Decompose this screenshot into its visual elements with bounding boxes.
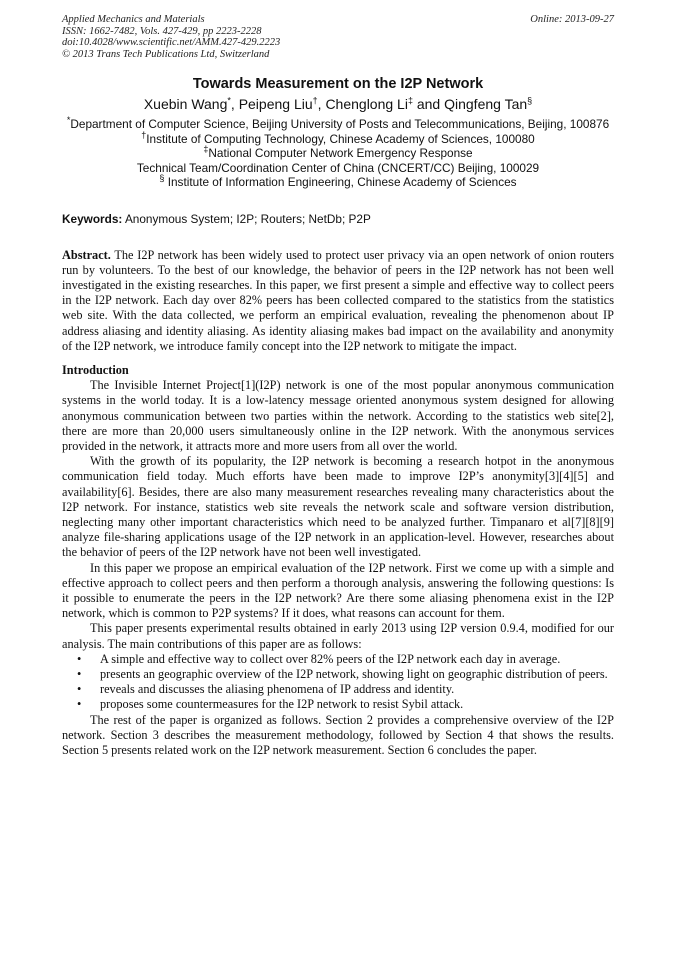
affiliation-mark: ‡ — [203, 144, 209, 155]
doi-line: doi:10.4028/www.scientific.net/AMM.427-429.2223 — [62, 37, 281, 48]
author-name: Peipeng Liu — [238, 96, 313, 112]
abstract-label: Abstract. — [62, 247, 111, 262]
author-separator: and — [412, 96, 445, 112]
journal-name: Applied Mechanics and Materials — [62, 14, 205, 25]
list-item-text: A simple and effective way to collect over 82% peers of the I2P network each day in average. — [100, 651, 561, 666]
bullet-icon: • — [77, 697, 82, 712]
list-item-text: proposes some countermeasures for the I2P network to resist Sybil attack. — [100, 697, 464, 712]
author-mark: § — [527, 95, 533, 106]
author-separator: , — [230, 96, 239, 112]
author-list — [62, 95, 614, 114]
list-item — [62, 652, 614, 667]
paragraph: In this paper we propose an empirical evaluation of the I2P network. First we come up with a simple and effective approach to collect peers and then perform a thorough analysis, answering the following questions: Is it possible to enumerate the peers in the I2P network? Are there some aliasing phenomena exist in the I2P network, which is common to P2P systems? If it does, what reasons can account for them. — [62, 560, 614, 621]
paragraph: With the growth of its popularity, the I2P network is becoming a research hotpot in the anonymous communication field today. Much efforts have been made to improve I2P’s anonymity[3][4][5] and availability[6]. Besides, there are also many measurement researches revealing many characteristics about the I2P network. For instance, statistics web site reveals the network scale and software version distribution, neglecting many other important characteristics which need to be analyzed further. Timpanaro et al[7][8][9] analyze file-sharing applications usage of the I2P network in an application-level. However, researches about the behavior of peers of the I2P network have not been well investigated. — [62, 454, 614, 560]
list-item-text: reveals and discusses the aliasing phenomena of IP address and identity. — [100, 682, 455, 697]
keywords-label: Keywords: — [62, 211, 123, 226]
list-item-text: presents an geographic overview of the I2P network, showing light on geographic distribution of peers. — [100, 666, 608, 681]
affiliation-line — [62, 175, 614, 190]
list-item — [62, 667, 614, 682]
affiliations — [62, 117, 614, 190]
author-separator: , — [317, 96, 326, 112]
affiliation-line — [62, 146, 614, 161]
affiliation-line — [62, 129, 614, 147]
affiliation-text: National Computer Network Emergency Response — [208, 146, 473, 160]
author-name: Qingfeng Tan — [444, 96, 528, 112]
affiliation-mark: § — [159, 173, 165, 184]
author-mark: ‡ — [407, 95, 413, 106]
abstract-text: The I2P network has been widely used to protect user privacy via an open network of onion routers run by volunteers. To the best of our knowledge, the behavior of peers in the I2P network has not been well investigated in the existing researches. In this paper, we first present a simple and effective way to collect peers in the I2P network. Each day over 82% peers has been collected compared to the statistics from the statistics web site. With the data collected, we perform an empirical evaluation, revealing the phenomenon about IP address aliasing and identity aliasing. As identity aliasing makes bad impact on the availability and anonymity of the I2P network, we introduce family concept into the I2P network to mitigate the impact. — [62, 247, 614, 353]
affiliation-mark: † — [141, 129, 147, 140]
bullet-icon: • — [77, 651, 82, 666]
affiliation-mark: * — [66, 115, 71, 126]
paper-page — [62, 14, 614, 758]
list-item — [62, 682, 614, 697]
bullet-icon: • — [77, 682, 82, 697]
abstract — [62, 248, 614, 354]
affiliation-text: Technical Team/Coordination Center of China (CNCERT/CC) Beijing, 100029 — [136, 160, 540, 175]
paper-title: Towards Measurement on the I2P Network — [192, 76, 484, 92]
affiliation-text: Institute of Computing Technology, Chinese Academy of Sciences, 100080 — [146, 131, 535, 146]
affiliation-line — [62, 161, 614, 176]
paragraph: The rest of the paper is organized as follows. Section 2 provides a comprehensive overview of the I2P network. Section 3 describes the measurement methodology, followed by Section 4 that shows the results. Section 5 presents related work on the I2P network measurement. Section 6 concludes the paper. — [62, 712, 614, 757]
keywords-text: Anonymous System; I2P; Routers; NetDb; P2P — [122, 211, 371, 226]
issn-line: ISSN: 1662-7482, Vols. 427-429, pp 2223-2228 — [62, 25, 262, 37]
paragraph: The Invisible Internet Project[1](I2P) network is one of the most popular anonymous communication systems in the world today. It is a low-latency message oriented anonymous system designed for allowing anonymous communication between two parties within the network. According to the statistics web site[2], there are more than 20,000 users simultaneously online in the I2P network. With the anonymous services provided in the network, it attracts more and more users from all over the world. — [62, 378, 614, 453]
copyright-line: © 2013 Trans Tech Publications Ltd, Switzerland — [62, 48, 270, 60]
paragraph: This paper presents experimental results obtained in early 2013 using I2P version 0.9.4, modified for our analysis. The main contributions of this paper are as follows: — [62, 621, 614, 651]
affiliation-text: Institute of Information Engineering, Chinese Academy of Sciences — [164, 175, 517, 189]
affiliation-text: Department of Computer Science, Beijing University of Posts and Telecommunications, Beijing, 100876 — [70, 117, 610, 131]
author-name: Xuebin Wang — [143, 96, 228, 112]
contribution-list — [62, 652, 614, 713]
bullet-icon: • — [77, 666, 82, 681]
author-name: Chenglong Li — [325, 96, 408, 112]
author-mark: * — [227, 95, 231, 106]
author-mark: † — [312, 95, 318, 106]
list-item — [62, 697, 614, 712]
keywords — [62, 212, 614, 227]
journal-header — [62, 14, 614, 60]
section-heading: Introduction — [62, 362, 129, 377]
online-date: Online: 2013-09-27 — [530, 14, 614, 25]
